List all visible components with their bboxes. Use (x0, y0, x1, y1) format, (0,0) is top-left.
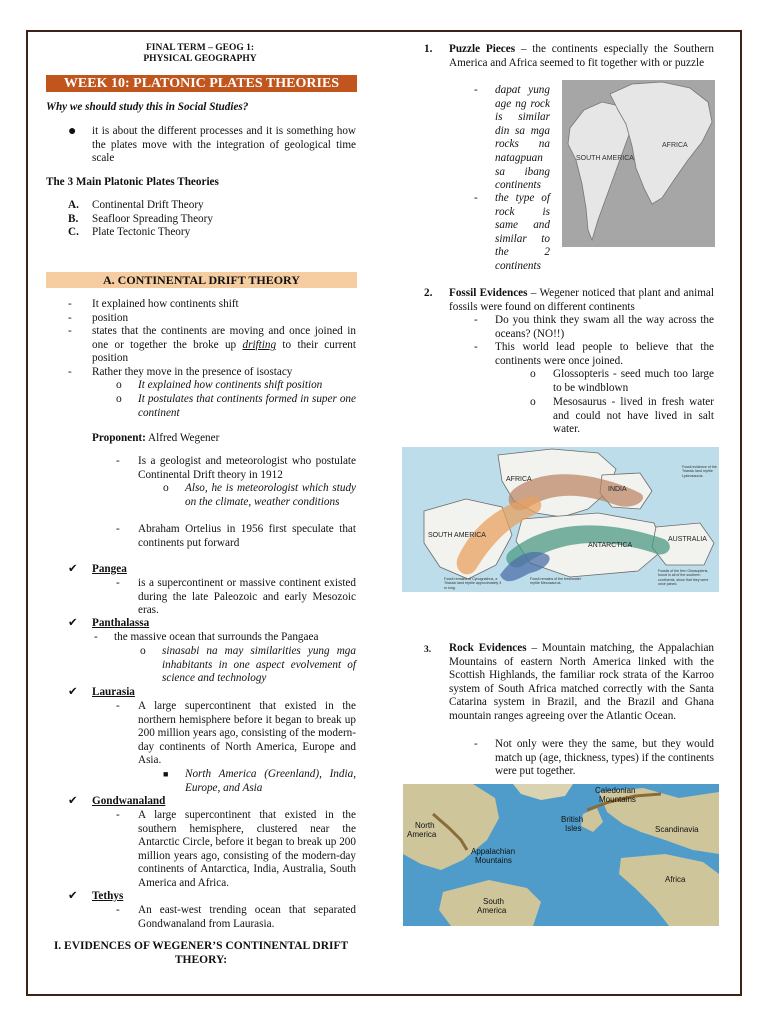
circle-marker: o (116, 393, 122, 405)
evidence1-num: 1. (424, 43, 433, 55)
fossil-map-label-africa: AFRICA (506, 476, 532, 483)
dash-marker: - (116, 904, 120, 916)
gondwana-title: Gondwanaland (92, 795, 166, 807)
dash-marker: - (94, 631, 98, 643)
dash-marker: - (68, 366, 72, 378)
caption-mesosaurus: Fossil remains of the freshwater reptile Mesosaurus. (530, 577, 581, 586)
africa-land (619, 854, 719, 926)
british-isles-land (581, 808, 603, 832)
rock-map-label-caledonian-2: Mountains (599, 795, 636, 804)
circle-marker: o (116, 379, 122, 391)
cdt-sub1: It explained how continents shift position (138, 379, 323, 391)
checkmark-icon: ✔ (68, 795, 78, 807)
continental-drift-banner: A. CONTINENTAL DRIFT THEORY (46, 272, 357, 288)
fossil-map-label-antarctica: ANTARCTICA (588, 542, 633, 549)
caption-glossopteris: Fossils of the fern Glossopteris, found in all of the southern continents, show that they were once joined. (658, 569, 709, 587)
theory-name-c: Plate Tectonic Theory (92, 226, 191, 238)
puzzle-label-south-america: SOUTH AMERICA (576, 155, 634, 162)
rock-map-label-south-america-1: South (483, 897, 504, 906)
fossil-evidence-map (402, 447, 719, 592)
checkmark-icon: ✔ (68, 563, 78, 575)
theory-letter-b: B. (68, 213, 79, 225)
circle-marker: o (530, 396, 536, 408)
theory-letter-a: A. (68, 199, 79, 211)
intro-question: Why we should study this in Social Studies? (46, 101, 249, 113)
dash-marker: - (116, 577, 120, 589)
dash-marker: - (116, 809, 120, 821)
south-america-shape (568, 102, 630, 240)
pangea-title: Pangea (92, 563, 127, 575)
doc-title-line1: FINAL TERM – GEOG 1: (145, 43, 255, 53)
puzzle-label-africa: AFRICA (662, 142, 688, 149)
laurasia-sub: North America (Greenland), India, Europe, and Asia (185, 768, 356, 794)
dash-marker: - (474, 84, 478, 96)
rock-map-label-caledonian-1: Caledonian (595, 786, 636, 795)
evidence2-num: 2. (424, 287, 433, 299)
theory-name-a: Continental Drift Theory (92, 199, 204, 211)
laurasia-title: Laurasia (92, 686, 135, 698)
evidence3-sub1: Not only were they the same, but they would match up (age, thickness, types) if the continents were put together. (495, 738, 714, 778)
circle-marker: o (163, 482, 169, 494)
theory-name-b: Seafloor Spreading Theory (92, 213, 213, 225)
bullet-dot: ● (68, 124, 77, 139)
puzzle-map-svg (562, 80, 715, 247)
doc-title-line2: PHYSICAL GEOGRAPHY (143, 54, 257, 64)
theories-heading: The 3 Main Platonic Plates Theories (46, 176, 219, 188)
rock-map-label-british-2: Isles (565, 824, 582, 833)
panthalassa-title: Panthalassa (92, 617, 150, 629)
cdt-dash3: states that the continents are moving and once joined in one or together the broke up drifting to their current position (92, 325, 356, 365)
rock-map-label-appalachian-1: Appalachian (471, 847, 516, 856)
evidence1-sub1: dapat yung age ng rock is similar din sa mga rocks na natagpuan sa ibang continents (495, 84, 550, 192)
evidence2-sub1: Do you think they swam all the way across the oceans? (NO!!) (495, 314, 714, 340)
pangea-desc: is a supercontinent or massive continent existed during the late Paleozoic and early Mesozoic eras. (138, 577, 356, 617)
laurasia-desc: A large supercontinent that existed in the northern hemisphere before it began to break up 200 million years ago, consisting of the modern-day continents of North America, Europe and Asia. (138, 700, 356, 767)
proponent-line: Proponent: Alfred Wegener (92, 432, 220, 444)
square-bullet: ■ (163, 769, 169, 779)
greenland-land (513, 784, 573, 800)
cdt-sub2: It postulates that continents formed in super one continent (138, 393, 356, 419)
tethys-title: Tethys (92, 890, 124, 902)
evidence1-sub2: the type of rock is same and similar to the 2 continents (495, 192, 550, 272)
fossil-map-label-australia: AUSTRALIA (668, 536, 707, 543)
rock-map-label-appalachian-2: Mountains (475, 856, 512, 865)
proponent-sub: Also, he is meteorologist which study on the climate, weather conditions (185, 482, 356, 508)
checkmark-icon: ✔ (68, 890, 78, 902)
rock-evidence-map (403, 784, 719, 926)
dash-marker: - (116, 455, 120, 467)
dash-marker: - (116, 523, 120, 535)
cdt-dash1: It explained how continents shift (92, 298, 239, 310)
rock-map-label-north-america-1: North (415, 821, 435, 830)
dash-marker: - (474, 738, 478, 750)
evidence1-text: Puzzle Pieces – the continents especially the Southern America and Africa seemed to fit together with or puzzle (449, 43, 714, 69)
circle-marker: o (140, 645, 146, 657)
rock-map-label-north-america-2: America (407, 830, 437, 839)
glossopteris-text: Glossopteris - seed much too large to be windblown (553, 368, 714, 394)
caption-cynognathus: Fossil remains of Cynognathus, a Triassic land reptile approximately 3 m long. (444, 577, 502, 590)
dash-marker: - (68, 298, 72, 310)
proponent-desc: Is a geologist and meteorologist who postulate Continental Drift theory in 1912 (138, 455, 356, 481)
cdt-dash2: position (92, 312, 129, 324)
rock-map-label-scandinavia: Scandinavia (655, 825, 699, 834)
rock-map-label-british-1: British (561, 815, 584, 824)
panthalassa-sub: sinasabi na may similarities yung mga inhabitants in one aspect evolvement of science and technology (162, 645, 356, 685)
checkmark-icon: ✔ (68, 617, 78, 629)
checkmark-icon: ✔ (68, 686, 78, 698)
dash-marker: - (474, 341, 478, 353)
caption-lystrosaurus: Fossil evidence of the Triassic land reptile Lystrosaurus. (682, 465, 717, 478)
evidence2-sub2: This world lead people to believe that the continents were once joined. (495, 341, 714, 367)
rock-map-svg (403, 784, 719, 926)
ortelius-desc: Abraham Ortelius in 1956 first speculate that continents put forward (138, 523, 356, 549)
evidence3-text: Rock Evidences – Mountain matching, the Appalachian Mountains of eastern North America linked with the Scottish Highlands, the familiar rock strata of the Karroo system of South Africa matched correctly with the Santa Catarina system in Brazil, and the Brazil and Ghana mountain ranges agreeing over the Atlantic Ocean. (449, 642, 715, 722)
evidences-heading: I. EVIDENCES OF WEGENER’S CONTINENTAL DRIFT THEORY: (53, 940, 349, 966)
cdt-dash4: Rather they move in the presence of isostacy (92, 366, 293, 378)
rock-map-label-south-america-2: America (477, 906, 507, 915)
theory-letter-c: C. (68, 226, 79, 238)
dash-marker: - (68, 312, 72, 324)
rock-map-label-africa: Africa (665, 875, 686, 884)
gondwana-desc: A large supercontinent that existed in the southern hemisphere, clustered near the Antarctic Circle, before it began to break up 200 million years ago, consisting of the modern-day continents of Antarctica, India, Australia, South America and Africa. (138, 809, 356, 889)
puzzle-pieces-map (562, 80, 715, 247)
mesosaurus-text: Mesosaurus - lived in fresh water and could not have lived in salt water. (553, 396, 714, 436)
fossil-map-label-india: INDIA (608, 486, 627, 493)
evidence3-num: 3. (424, 645, 432, 655)
fossil-map-label-south-america: SOUTH AMERICA (428, 532, 486, 539)
dash-marker: - (474, 192, 478, 204)
tethys-desc: An east-west trending ocean that separated Gondwanaland from Laurasia. (138, 904, 356, 930)
dash-marker: - (68, 325, 72, 337)
panthalassa-desc: the massive ocean that surrounds the Pangaea (114, 631, 319, 643)
week-banner: WEEK 10: PLATONIC PLATES THEORIES (46, 75, 357, 92)
evidence2-text: Fossil Evidences – Wegener noticed that plant and animal fossils were found on different continents (449, 287, 714, 313)
intro-bullet-text: it is about the different processes and it is something how the plates move with the integration of geological time scale (92, 125, 356, 165)
drifting-word: drifting (242, 338, 277, 351)
dash-marker: - (474, 314, 478, 326)
circle-marker: o (530, 368, 536, 380)
dash-marker: - (116, 700, 120, 712)
